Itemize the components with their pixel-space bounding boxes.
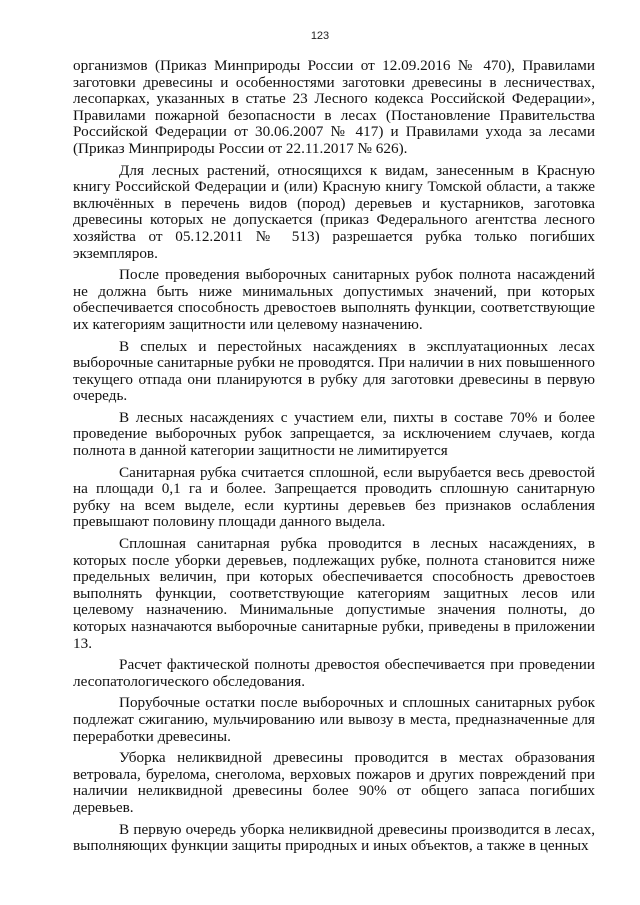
paragraph: В лесных насаждениях с участием ели, пихты в составе 70% и более проведение выборочных рубок запрещается, за исключением случаев, когда полнота в данной категории защитности не лимитируется — [73, 408, 595, 460]
paragraph: организмов (Приказ Минприроды России от 12.09.2016 № 470), Правилами заготовки древесины и особенностями заготовки древесины в лесничествах, лесопарках, указанных в статье 23 Лесного кодекса Российской Федерации», Правилами пожарной безопасности в лесах (Постановление Правительства Российской Федерации от 30.06.2007 № 417) и Правилами ухода за лесами (Приказ Минприроды России от 22.11.2017 № 626). — [73, 57, 595, 157]
paragraph: После проведения выборочных санитарных рубок полнота насаждений не должна быть ниже минимальных допустимых значений, при которых обеспечивается способность древостоев выполнять функции, соответствующие их категориям защитности или целевому назначению. — [73, 266, 595, 333]
paragraph: Уборка неликвидной древесины проводится в местах образования ветровала, бурелома, снеголома, верховых пожаров и других повреждений при наличии неликвидной древесины более 90% от общего запаса погибших деревьев. — [73, 749, 595, 816]
paragraph: Сплошная санитарная рубка проводится в лесных насаждениях, в которых после уборки деревьев, подлежащих рубке, полнота становится ниже предельных величин, при которых обеспечивается способность древостоев выполнять функции, соответствующие категориям защитных лесов или целевому назначению. Минимальные допустимые значения полноты, до которых назначаются выборочные санитарные рубки, приведены в приложении 13. — [73, 535, 595, 652]
paragraph: Порубочные остатки после выборочных и сплошных санитарных рубок подлежат сжиганию, мульчированию или вывозу в места, предназначенные для переработки древесины. — [73, 694, 595, 745]
paragraph: В первую очередь уборка неликвидной древесины производится в лесах, выполняющих функции защиты природных и иных объектов, а также в ценных — [73, 820, 595, 855]
paragraph: В спелых и перестойных насаждениях в эксплуатационных лесах выборочные санитарные рубки не проводятся. При наличии в них повышенного текущего отпада они планируются в рубку для заготовки древесины в первую очередь. — [73, 337, 595, 405]
paragraph: Санитарная рубка считается сплошной, если вырубается весь древостой на площади 0,1 га и более. Запрещается проводить сплошную санитарную рубку на всем выделе, если куртины деревьев без признаков ослабления превышают половину площади данного выдела. — [73, 463, 595, 531]
document-body — [73, 58, 595, 855]
paragraph: Расчет фактической полноты древостоя обеспечивается при проведении лесопатологического обследования. — [73, 656, 595, 690]
page-number: 123 — [310, 30, 330, 42]
paragraph: Для лесных растений, относящихся к видам, занесенным в Красную книгу Российской Федерации и (или) Красную книгу Томской области, а также включённых в перечень видов (пород) деревьев и кустарников, заготовка древесины которых не допускается (приказ Федерального агентства лесного хозяйства от 05.12.2011 № 513) разрешается рубка только погибших экземпляров. — [73, 161, 595, 262]
